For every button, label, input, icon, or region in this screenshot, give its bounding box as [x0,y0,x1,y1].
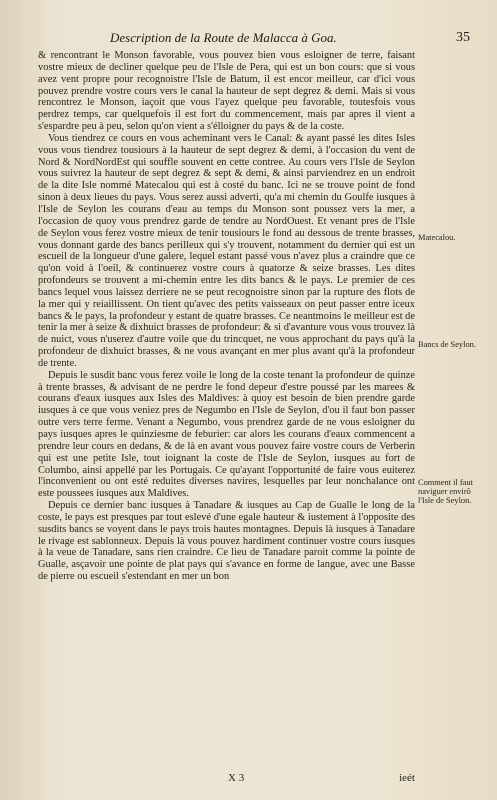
running-title: Description de la Route de Malacca à Goa. [110,30,337,45]
catchword: ieét [399,772,415,784]
signature-mark: X 3 [228,772,245,784]
margin-note-comment: Comment il faut naviguer envirõ l'Isle de Seylon. [418,478,473,505]
margin-note-matecalou: Matecalou. [418,233,456,242]
margin-note-bancs: Bancs de Seylon. [418,340,476,349]
paragraph-3: Depuis le susdit banc vous ferez voile le long de la coste tenant la profondeur de quinze à trente brasses, & advisant de ne perdre le fond depeur d'estre poussé par les marees & courans d'eaux iusques aux Isles des Maldives: à quoy est besoin de bien prendre garde iusques à ce que vous veniez pres de Negumbo en l'Isle de Seylon, d'ou il faut bon passer outre vers terre ferme. Venant a Negumbo, vous prendrez garde de ne vous esloigner du pays iusques apres le quinziesme de feburier: car alors les courans d'eaux commencent a prendre leur cours en dedans, & de là en avant vous pouvez faire vostre cours de Verberin qui est une petite Isle, tout ioignant la coste de l'Isle de Seylon, iusques au fort de Columbo, ainsi appellé par les Portugais. Ce qu'ayant l'opportunité de faire vous euiterez l'inconvenient ou ont esté reduites diverses navires, lesquelles par leur nonchalance ont este poussees iusques aux Maldives. [38,369,415,500]
paragraph-1: & rencontrant le Monson favorable, vous pouvez bien vous esloigner de terre, faisant vostre mieux de decliner quelque peu de l'Isle de Pera, qui est un bon cours: que si vous avez vent propre pour recognoistre l'Isle de Batum, il est encor meilleur, car d'ici vous pouvez prendre vostre cours vers le canal la hauteur de sept degrez & demi. Mais si vous rencontrez le Monson, iaçoit que vous l'ayez quelque peu favorable, toutesfois vous perdrez temps, car quelquefois il est fort du commencement, mais par apres il vient a s'espardre peu à peu, selon qu'on vient a s'élloigner du pays & de la coste. [38,50,415,133]
paragraph-2: Vous tiendrez ce cours en vous acheminant vers le Canal: & ayant passé les dites Isles vous vous tiendrez tousiours à la hauteur de sept degrez & demi, à l'occasion du vent de Nord & NordNordEst qui souffle souvent en cette contree. Au cours vers l'Isle de Seylon vous suivrez la hauteur de sept degrez & sept & demi, & ainsi parviendrez en un endroit de la dite Isle nommé Matecalou qui est à costé du banc. Ici ne se trouve point de fond sinon à deux lieues du pays. Vous serez aussi adverti, qu'a mi chemin du Goulfe iusques à l'Isle de Seylon les courans d'eau au temps du Monson sont poussez vers la mer, a l'occasion de quoy vous prendrez garde de tendre au NordOuest. Et venant pres de l'Isle de Seylon vous ferez vostre mieux de tenir tousiours le fond au dessous de trente brasses, vous donnant garde des bancs perilleux qui s'y trouvent, notamment du dernier qui est un escueil de la longueur d'une galere, lequel estant passé vous n'avez plus a craindre que ce qu'on void à l'oeil, & continuerez vostre cours à quatorze & seize brasses. Les dites profondeurs se trouvent a mi-chemin entre les dits bancs & le pays. Le premier de ces bancs lequel vous laissez derriere ne se peut recognoistre sinon par la rupture des flots de la mer qui y reiaillissent. On tient qu'avec des petits vaisseaux on peut passer entre iceux bancs & le pays, la profondeur y estant de quatre brasses. Ce neantmoins le meilleur est de tenir la mer à seize & dixhuict brasses de profondeur: & si d'avanture vous vous trouvez là de nuict, vous n'userez d'autre voile que du trincquet, ne vous approchant du pays qu'à la profondeur de dixhuict brasses, & ne vous avançant en mer plus avant qu'à la profondeur de trente. [38,132,415,369]
running-header [110,30,470,46]
body-text [38,50,415,583]
page-number: 35 [456,30,470,45]
paragraph-4: Depuis ce dernier banc iusques à Tanadare & iusques au Cap de Gualle le long de la coste, le pays est presques par tout eslevé d'une egale hauteur & iustement à l'opposite des susdits bancs se voyent dans le pays trois hautes montagnes. Depuis là iusques à Tanadare le rivage est sablonneux. Depuis là vous pouvez hardiment continuer vostre cours iusques à la veue de Tanadare, sans rien craindre. Ce lieu de Tanadare paroit comme la pointe de Gualle, asçavoir une pointe de plat pays qui s'avance en forme de langue, avec une Basse de pierre ou escueil s'estendant en mer un bon [38,500,415,583]
